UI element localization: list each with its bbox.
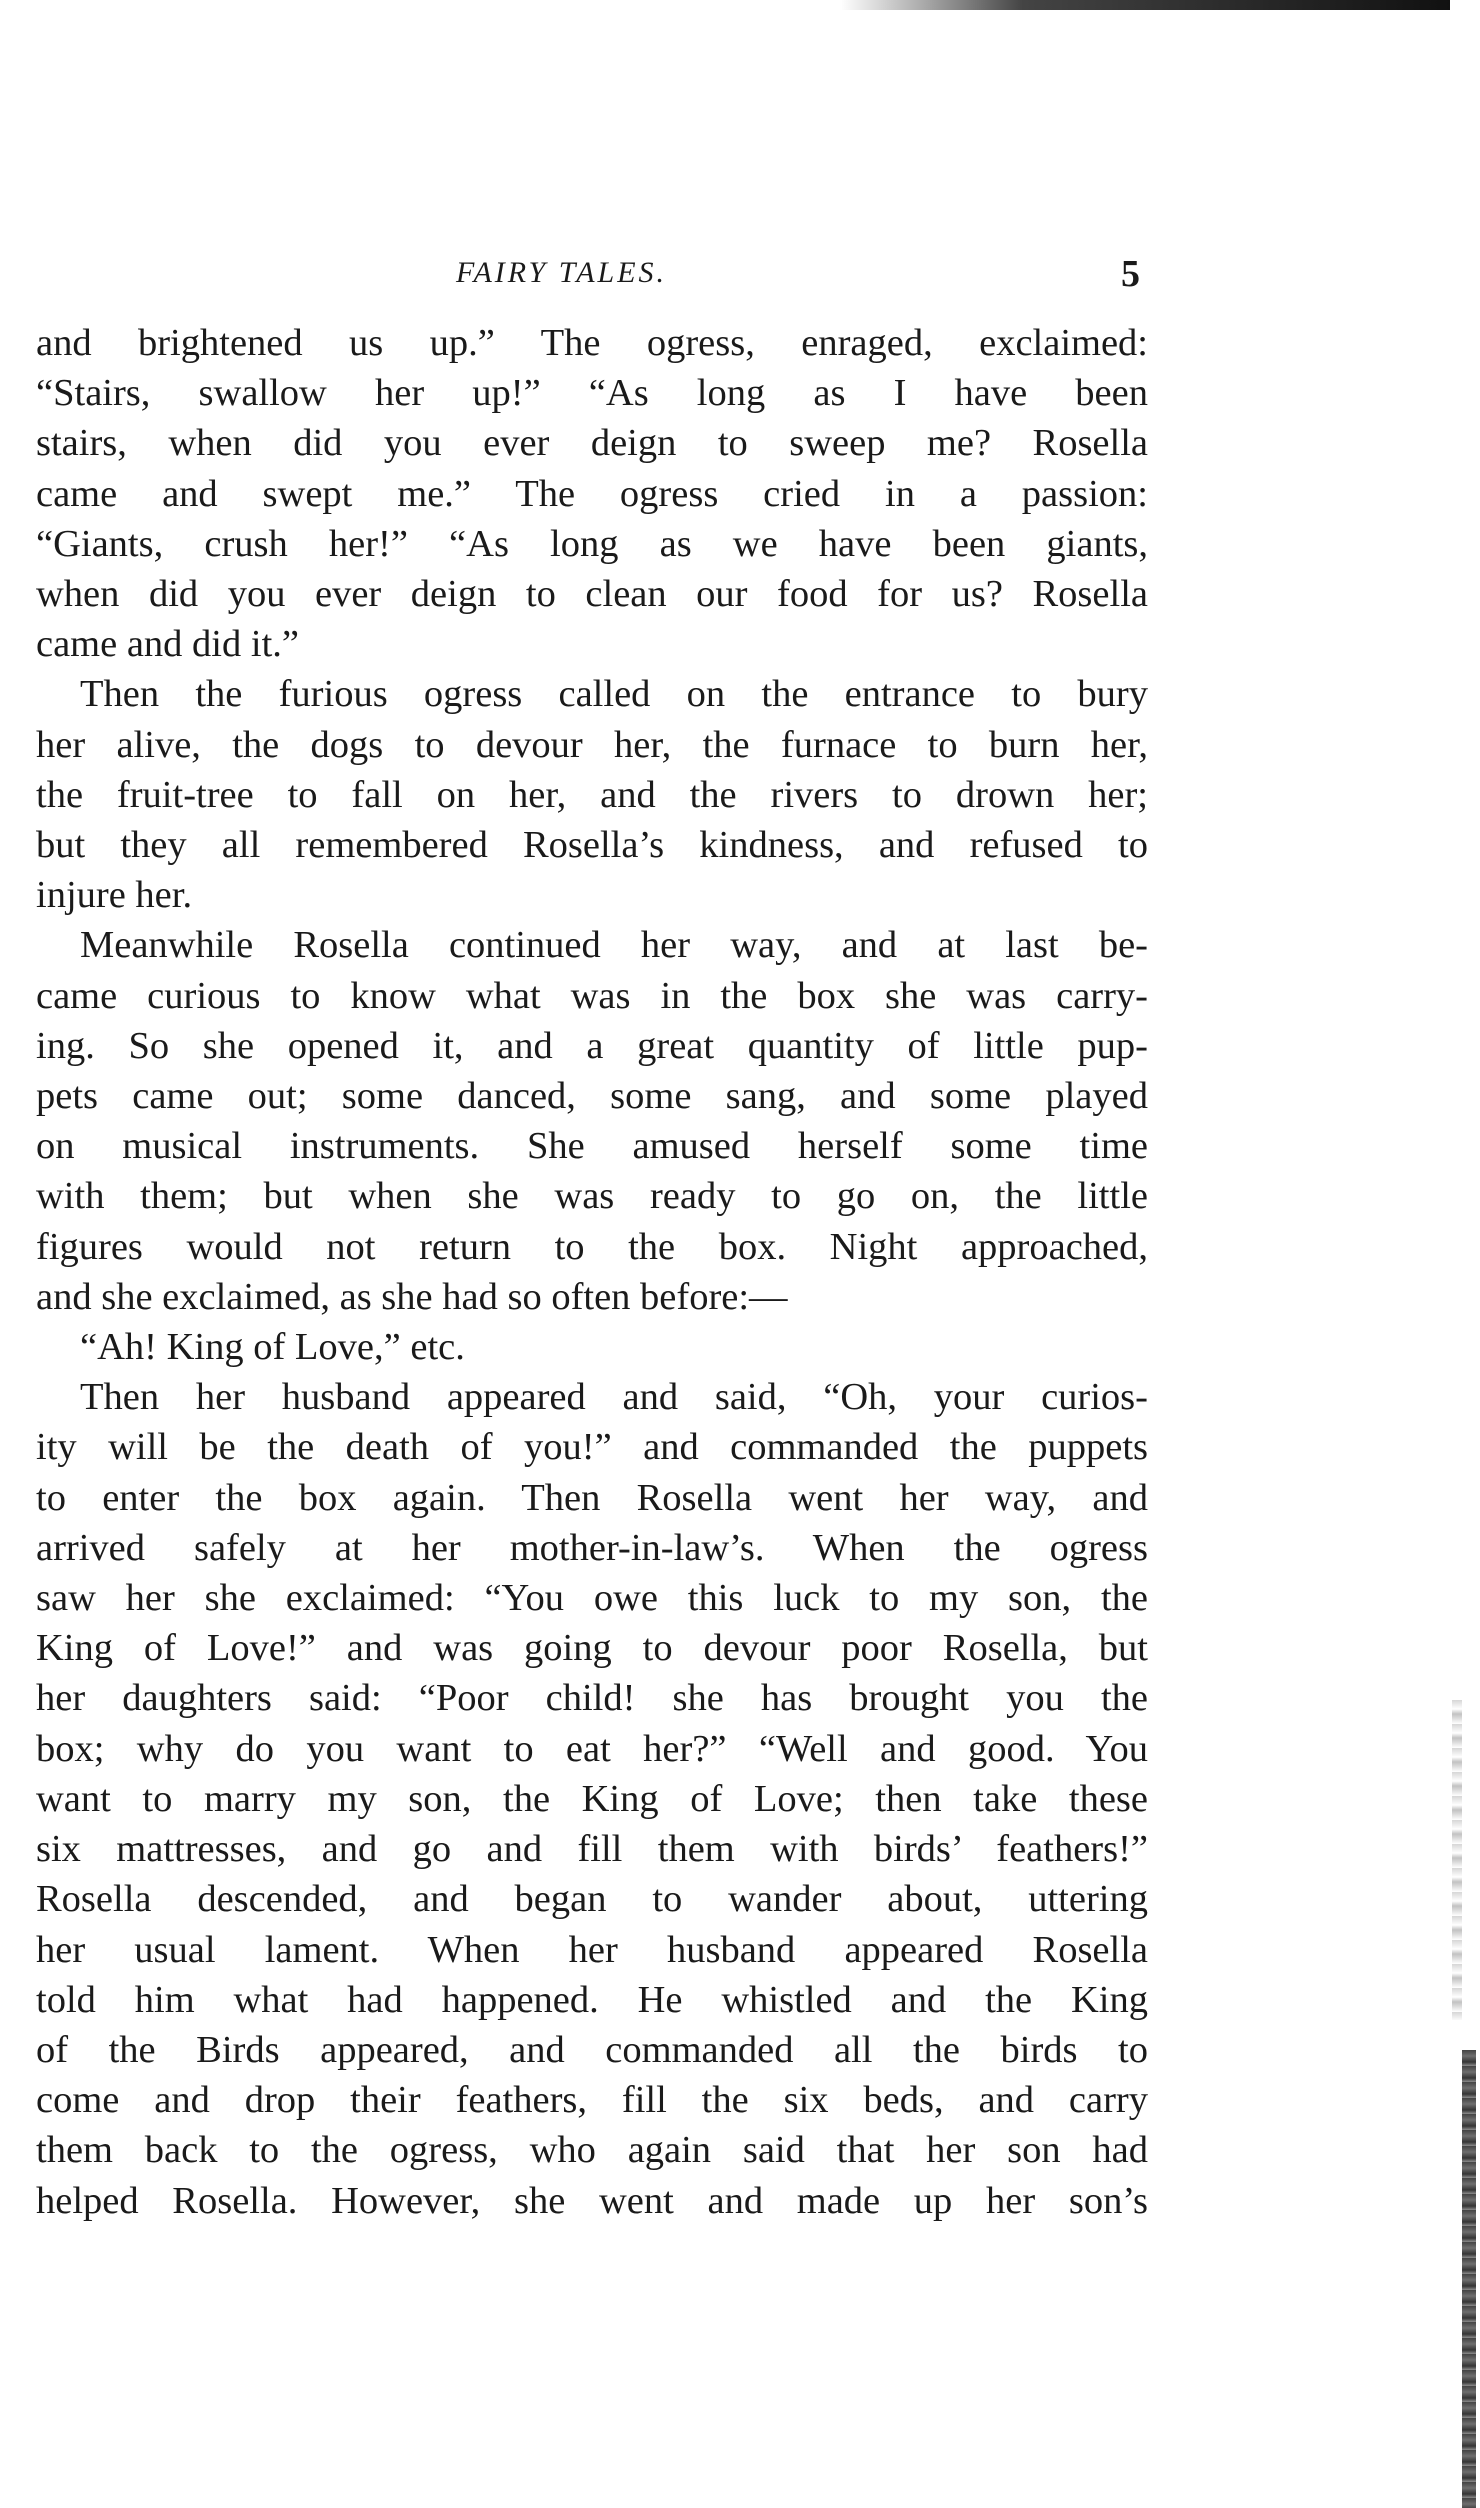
- text-line: box; why do you want to eat her?” “Well and good. You: [36, 1727, 1148, 1770]
- text-line: her daughters said: “Poor child! she has brought you the: [36, 1677, 1148, 1720]
- text-line: arrived safely at her mother-in-law’s. When the ogress: [36, 1526, 1148, 1569]
- text-line: Rosella descended, and began to wander about, uttering: [36, 1878, 1148, 1921]
- text-line: saw her she exclaimed: “You owe this luck to my son, the: [36, 1577, 1148, 1620]
- text-line: come and drop their feathers, fill the six beds, and carry: [36, 2079, 1148, 2122]
- text-line: helped Rosella. However, she went and made up her son’s: [36, 2179, 1148, 2222]
- text-line: “Ah! King of Love,” etc.: [80, 1326, 465, 1369]
- text-line: came curious to know what was in the box she was carry-: [36, 974, 1148, 1017]
- text-line: “Giants, crush her!” “As long as we have been giants,: [36, 522, 1148, 565]
- text-line: and she exclaimed, as she had so often before:—: [36, 1275, 788, 1318]
- text-line: came and swept me.” The ogress cried in a passion:: [36, 472, 1148, 515]
- text-line: King of Love!” and was going to devour poor Rosella, but: [36, 1627, 1148, 1670]
- text-line: the fruit-tree to fall on her, and the rivers to drown her;: [36, 773, 1148, 816]
- text-line: Then her husband appeared and said, “Oh, your curios-: [80, 1376, 1148, 1419]
- text-line: ing. So she opened it, and a great quantity of little pup-: [36, 1024, 1148, 1067]
- text-line: Meanwhile Rosella continued her way, and at last be-: [80, 924, 1148, 967]
- text-line: but they all remembered Rosella’s kindness, and refused to: [36, 824, 1148, 867]
- text-line: them back to the ogress, who again said that her son had: [36, 2129, 1148, 2172]
- text-line: on musical instruments. She amused herself some time: [36, 1125, 1148, 1168]
- scan-edge-right: [1462, 2050, 1476, 2508]
- text-line: ity will be the death of you!” and commanded the puppets: [36, 1426, 1148, 1469]
- text-line: injure her.: [36, 874, 193, 917]
- text-line: want to marry my son, the King of Love; then take these: [36, 1777, 1148, 1820]
- text-line: of the Birds appeared, and commanded all the birds to: [36, 2028, 1148, 2071]
- text-line: to enter the box again. Then Rosella went her way, and: [36, 1476, 1148, 1519]
- text-line: told him what had happened. He whistled and the King: [36, 1978, 1148, 2021]
- scan-edge-top: [840, 0, 1450, 10]
- text-line: came and did it.”: [36, 623, 299, 666]
- text-line: pets came out; some danced, some sang, and some played: [36, 1075, 1148, 1118]
- text-line: “Stairs, swallow her up!” “As long as I have been: [36, 372, 1148, 415]
- page-number: 5: [1121, 253, 1140, 295]
- text-line: Then the furious ogress called on the entrance to bury: [80, 673, 1148, 716]
- running-title: FAIRY TALES.: [456, 256, 668, 289]
- text-line: her usual lament. When her husband appeared Rosella: [36, 1928, 1148, 1971]
- body-text: [36, 318, 1148, 2226]
- text-line: when did you ever deign to clean our food for us? Rosella: [36, 573, 1148, 616]
- text-line: stairs, when did you ever deign to sweep me? Rosella: [36, 422, 1148, 465]
- text-line: figures would not return to the box. Night approached,: [36, 1225, 1148, 1268]
- text-line: six mattresses, and go and fill them with birds’ feathers!”: [36, 1828, 1148, 1871]
- page-header: [36, 253, 1140, 304]
- text-line: with them; but when she was ready to go on, the little: [36, 1175, 1148, 1218]
- text-line: her alive, the dogs to devour her, the furnace to burn her,: [36, 723, 1148, 766]
- text-line: and brightened us up.” The ogress, enraged, exclaimed:: [36, 322, 1148, 364]
- scan-edge-shadow: [1452, 1700, 1462, 2020]
